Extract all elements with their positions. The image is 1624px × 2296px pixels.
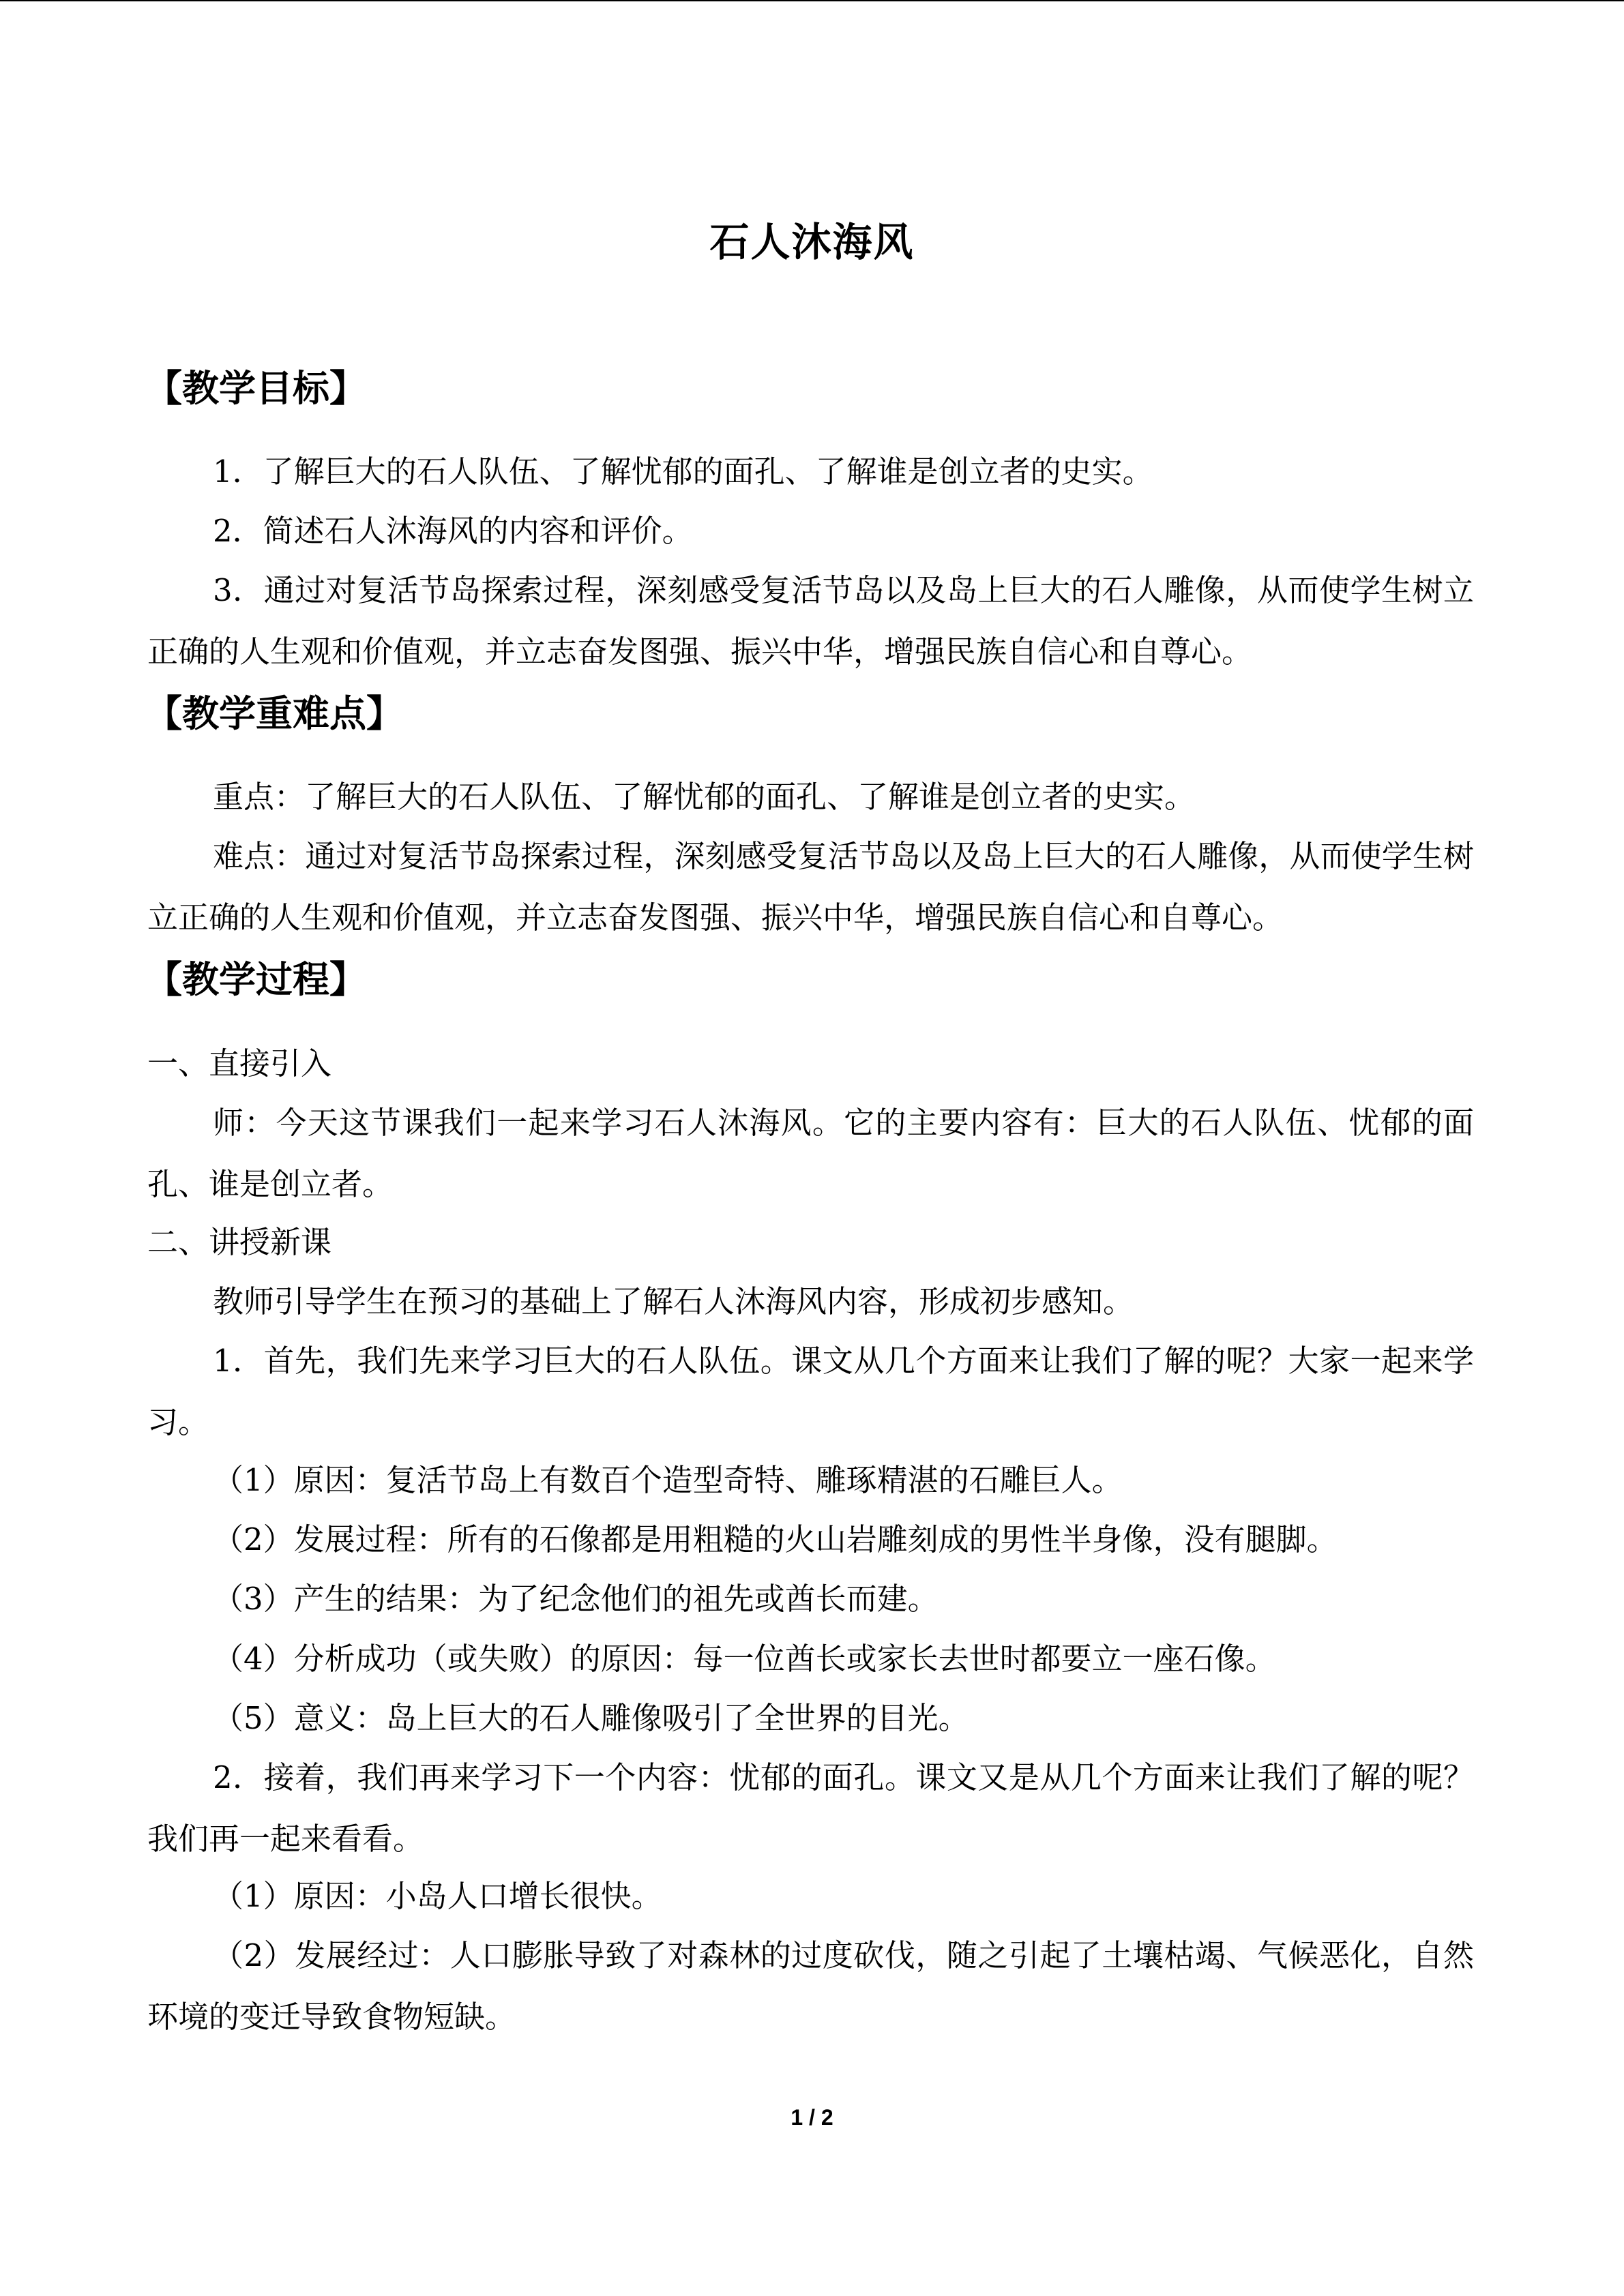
process-paragraph: 师：今天这节课我们一起来学习石人沐海风。它的主要内容有：巨大的石人队伍、忧郁的面孔、谁是创立者。 [147,1105,1474,1202]
objective-item-1: 1．了解巨大的石人队伍、了解忧郁的面孔、了解谁是创立者的史实。 [213,453,1153,490]
process-step-intro: 一、直接引入 [147,1045,332,1082]
process-list-item: （2）发展过程：所有的石像都是用粗糙的火山岩雕刻成的男性半身像，没有腿脚。 [213,1521,1338,1557]
section-heading-objectives: 【教学目标】 [145,366,366,410]
process-step-new-lesson: 二、讲授新课 [147,1224,332,1260]
process-list-item: （2）发展经过：人口膨胀导致了对森林的过度砍伐，随之引起了土壤枯竭、气候恶化，自然环境的变迁导致食物短缺。 [147,1937,1474,2035]
process-list-item: （3）产生的结果：为了纪念他们的祖先或酋长而建。 [213,1581,939,1617]
process-paragraph: 1．首先，我们先来学习巨大的石人队伍。课文从几个方面来让我们了解的呢？大家一起来学习。 [147,1343,1474,1440]
process-paragraph: 2．接着，我们再来学习下一个内容：忧郁的面孔。课文又是从几个方面来让我们了解的呢？我们再一起来看看。 [147,1759,1474,1857]
page-number: 1 / 2 [791,2105,833,2130]
process-list-item: （5）意义：岛上巨大的石人雕像吸引了全世界的目光。 [213,1700,969,1736]
key-point-item-difficulty: 难点：通过对复活节岛探索过程，深刻感受复活节岛以及岛上巨大的石人雕像，从而使学生树立正确的人生观和价值观，并立志奋发图强、振兴中华，增强民族自信心和自尊心。 [147,838,1474,936]
objective-item-2: 2．简述石人沐海风的内容和评价。 [213,513,693,549]
objective-item-3: 3．通过对复活节岛探索过程，深刻感受复活节岛以及岛上巨大的石人雕像，从而使学生树立正确的人生观和价值观，并立志奋发图强、振兴中华，增强民族自信心和自尊心。 [147,572,1474,670]
document-title: 石人沐海风 [709,219,915,265]
key-point-item-focus: 重点：了解巨大的石人队伍、了解忧郁的面孔、了解谁是创立者的史实。 [213,779,1196,815]
process-list-item: （4）分析成功（或失败）的原因：每一位酋长或家长去世时都要立一座石像。 [213,1641,1276,1677]
section-heading-process: 【教学过程】 [145,957,366,1001]
process-list-item: （1）原因：小岛人口增长很快。 [213,1878,662,1914]
section-heading-key-points: 【教学重难点】 [145,691,403,735]
process-paragraph: 教师引导学生在预习的基础上了解石人沐海风内容，形成初步感知。 [213,1283,1134,1320]
process-list-item: （1）原因：复活节岛上有数百个造型奇特、雕琢精湛的石雕巨人。 [213,1462,1123,1498]
